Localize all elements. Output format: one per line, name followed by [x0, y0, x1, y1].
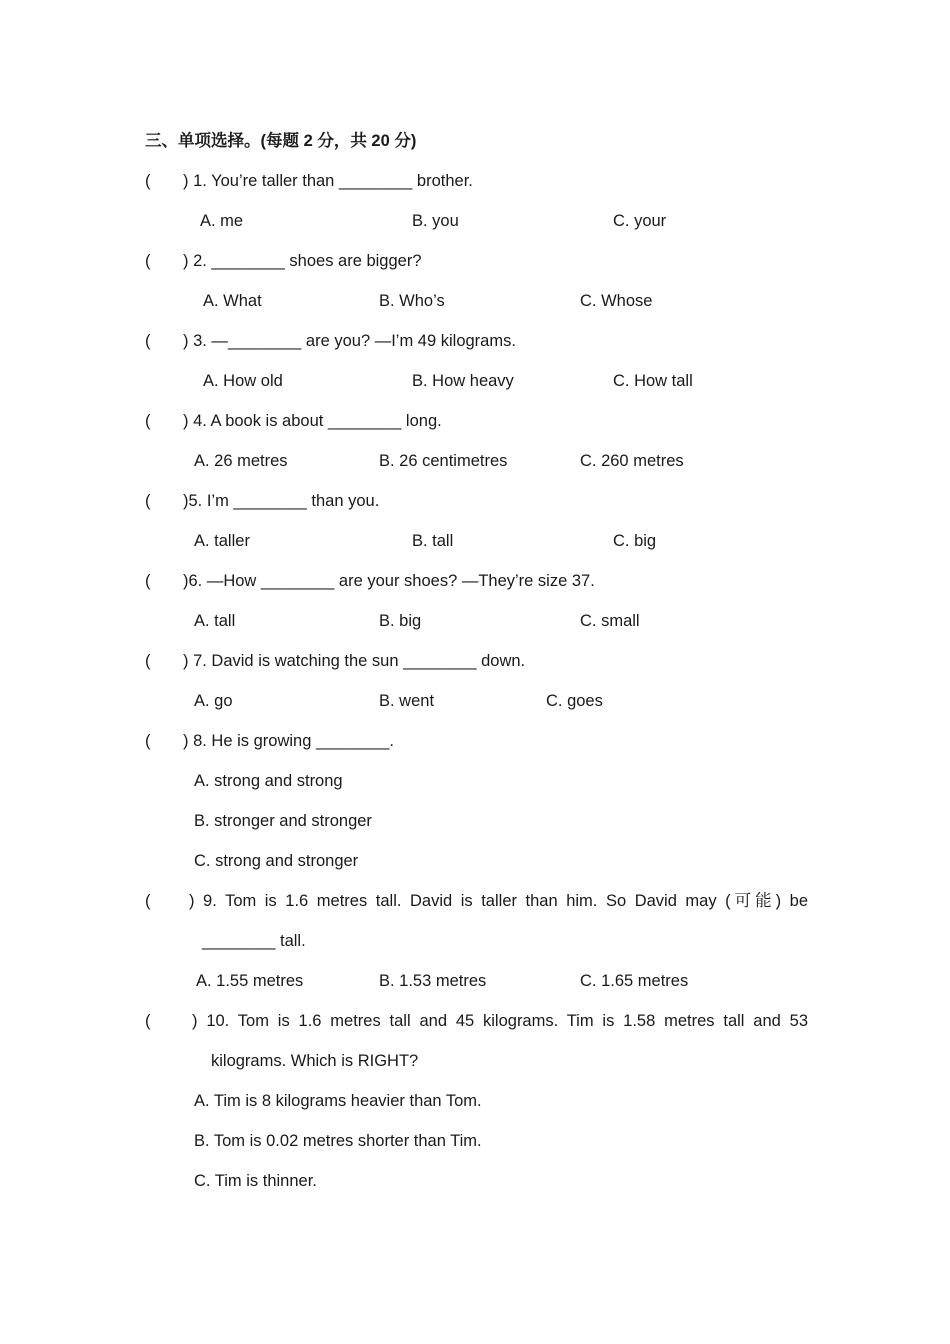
- answer-paren: (: [145, 892, 151, 910]
- option-b: B. 26 centimetres: [379, 452, 508, 470]
- option-b: B. went: [379, 692, 435, 710]
- question-stem-5: )5. I’m ________ than you.: [183, 492, 380, 510]
- question-stem-9-cont: ________ tall.: [202, 932, 306, 950]
- question-stem-8: ) 8. He is growing ________.: [183, 732, 394, 750]
- option-a: A. taller: [194, 532, 250, 550]
- option-b: B. tall: [412, 532, 454, 550]
- option-a: A. 26 metres: [194, 452, 288, 470]
- option-c: C. How tall: [613, 372, 693, 390]
- option-a: A. go: [194, 692, 233, 710]
- answer-paren: (: [145, 652, 151, 670]
- answer-paren: (: [145, 412, 151, 430]
- answer-paren: (: [145, 572, 151, 590]
- question-stem-10: ) 10. Tom is 1.6 metres tall and 45 kilograms. Tim is 1.58 metres tall and 53: [192, 1012, 808, 1030]
- option-c: C. Whose: [580, 292, 653, 310]
- option-a: A. Tim is 8 kilograms heavier than Tom.: [194, 1092, 482, 1110]
- option-a: A. How old: [203, 372, 283, 390]
- answer-paren: (: [145, 1012, 151, 1030]
- question-stem-7: ) 7. David is watching the sun ________ down.: [183, 652, 526, 670]
- question-stem-9: ) 9. Tom is 1.6 metres tall. David is taller than him. So David may (可能) be: [189, 892, 808, 910]
- section-title: 三、单项选择。(每题 2 分，共 20 分): [145, 132, 417, 150]
- option-c: C. 260 metres: [580, 452, 684, 470]
- answer-paren: (: [145, 172, 151, 190]
- option-b: B. How heavy: [412, 372, 514, 390]
- option-a: A. tall: [194, 612, 236, 630]
- option-b: B. you: [412, 212, 459, 230]
- option-b: B. Who’s: [379, 292, 445, 310]
- option-a: A. 1.55 metres: [196, 972, 304, 990]
- answer-paren: (: [145, 732, 151, 750]
- option-a: A. strong and strong: [194, 772, 343, 790]
- question-stem-3: ) 3. —________ are you? —I’m 49 kilograms.: [183, 332, 516, 350]
- question-stem-4: ) 4. A book is about ________ long.: [183, 412, 442, 430]
- option-a: A. What: [203, 292, 262, 310]
- option-c: C. 1.65 metres: [580, 972, 689, 990]
- option-c: C. small: [580, 612, 640, 630]
- answer-paren: (: [145, 492, 151, 510]
- option-b: B. stronger and stronger: [194, 812, 372, 830]
- question-stem-6: )6. —How ________ are your shoes? —They’re size 37.: [183, 572, 595, 590]
- option-c: C. big: [613, 532, 657, 550]
- answer-paren: (: [145, 252, 151, 270]
- option-b: B. Tom is 0.02 metres shorter than Tim.: [194, 1132, 482, 1150]
- answer-paren: (: [145, 332, 151, 350]
- question-stem-1: ) 1. You’re taller than ________ brother.: [183, 172, 473, 190]
- option-b: B. 1.53 metres: [379, 972, 487, 990]
- option-b: B. big: [379, 612, 422, 630]
- option-c: C. strong and stronger: [194, 852, 359, 870]
- option-c: C. Tim is thinner.: [194, 1172, 317, 1190]
- option-c: C. your: [613, 212, 667, 230]
- question-stem-10-cont: kilograms. Which is RIGHT?: [211, 1052, 419, 1070]
- option-c: C. goes: [546, 692, 603, 710]
- option-a: A. me: [200, 212, 244, 230]
- question-stem-2: ) 2. ________ shoes are bigger?: [183, 252, 422, 270]
